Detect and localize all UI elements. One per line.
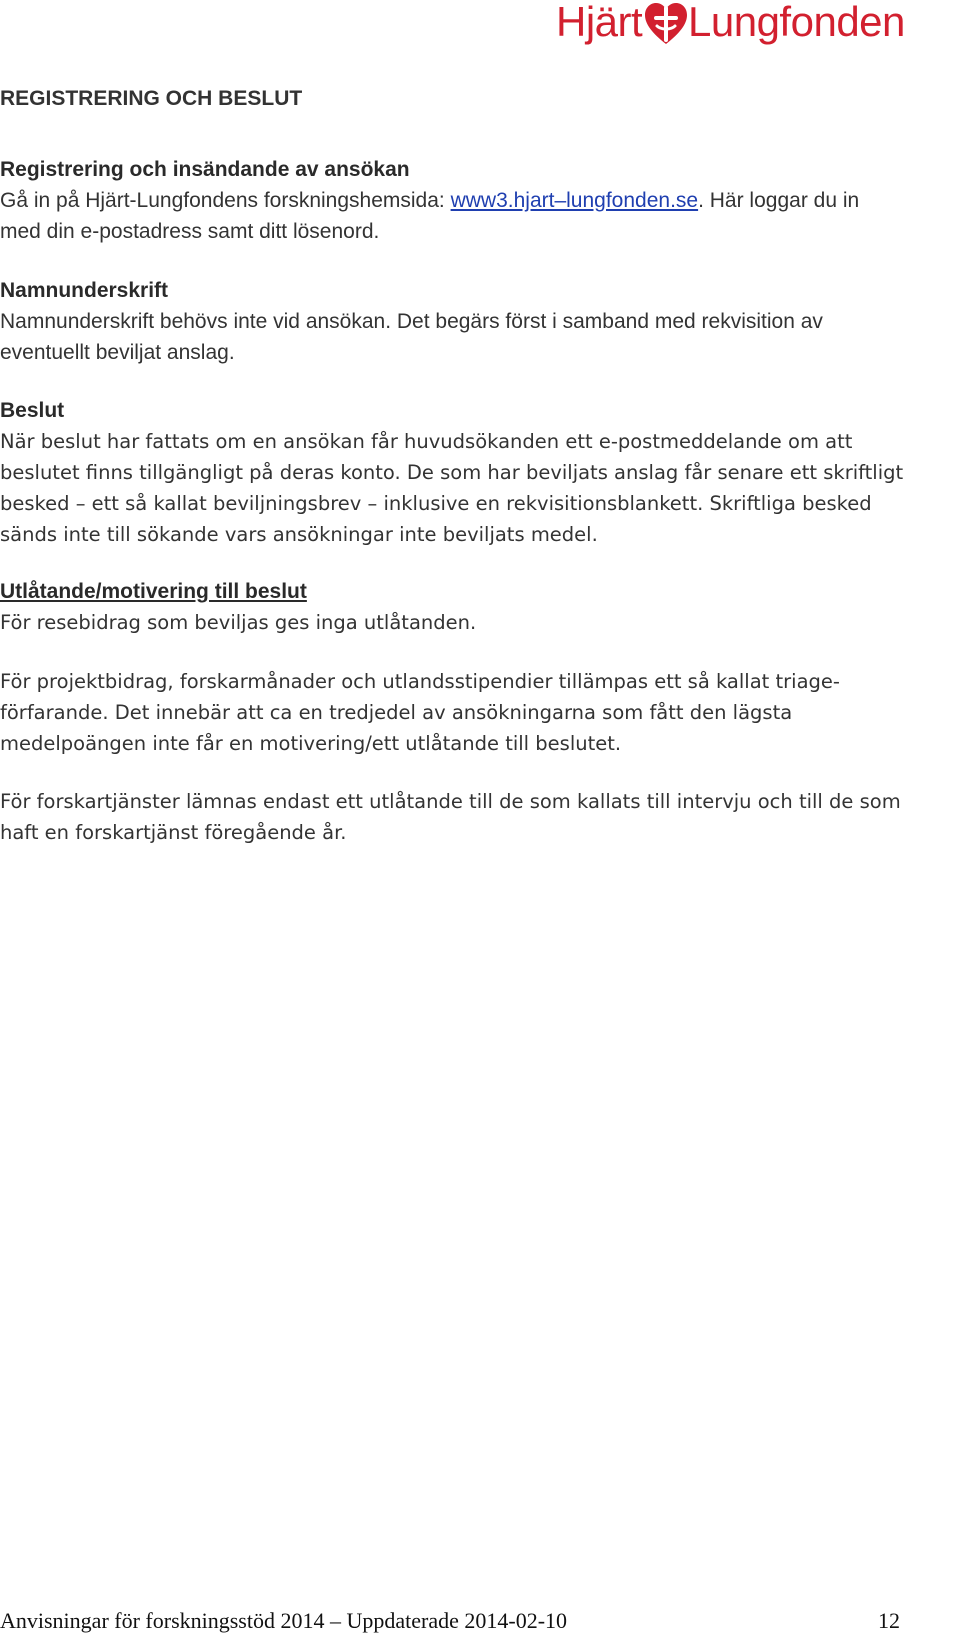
body-line: För projektbidrag, forskarmånader och utlandsstipendier tillämpas ett så kallat triage- <box>0 670 840 693</box>
body-line: besked – ett så kallat beviljningsbrev – inklusive en rekvisitionsblankett. Skriftliga besked <box>0 492 872 515</box>
page-footer <box>0 1608 900 1634</box>
section-body <box>0 185 960 247</box>
section-body <box>0 306 960 368</box>
section-forskartjanster <box>0 786 960 848</box>
section-body: För resebidrag som beviljas ges inga utlåtanden. <box>0 611 477 634</box>
page-number: 12 <box>878 1608 900 1633</box>
page-heading: REGISTRERING OCH BESLUT <box>0 87 303 110</box>
body-text: eventuellt beviljat anslag. <box>0 341 235 364</box>
body-line: förfarande. Det innebär att ca en tredjedel av ansökningarna som fått den lägsta <box>0 701 793 724</box>
body-text: med din e-postadress samt ditt lösenord. <box>0 220 380 243</box>
body-line: För forskartjänster lämnas endast ett utlåtande till de som kallats till intervju och till de som <box>0 790 901 813</box>
section-namnunderskrift <box>0 275 960 368</box>
section-beslut <box>0 395 960 550</box>
logo <box>556 0 920 50</box>
body-line: beslutet finns tillgängligt på deras konto. De som har beviljats anslag får senare ett skriftligt <box>0 461 904 484</box>
body-text: Gå in på Hjärt-Lungfondens forskningshemsida: <box>0 189 451 212</box>
section-title: Utlåtande/motivering till beslut <box>0 580 307 603</box>
logo-text-right: Lungfonden <box>688 0 905 45</box>
body-line: När beslut har fattats om en ansökan får huvudsökanden ett e-postmeddelande om att <box>0 430 853 453</box>
footer-text: Anvisningar för forskningsstöd 2014 – Uppdaterade 2014-02-10 <box>0 1608 568 1633</box>
heart-cross-icon <box>642 0 690 48</box>
section-title: Namnunderskrift <box>0 279 169 302</box>
website-link[interactable]: www3.hjart–lungfonden.se <box>450 189 699 212</box>
section-utlatande <box>0 576 960 638</box>
section-title: Registrering och insändande av ansökan <box>0 158 410 181</box>
body-text: . Här loggar du in <box>698 189 860 212</box>
body-line: sänds inte till sökande vars ansökningar inte beviljats medel. <box>0 523 598 546</box>
body-text: Namnunderskrift behövs inte vid ansökan. Det begärs först i samband med rekvisition av <box>0 310 823 333</box>
logo-text-left: Hjärt <box>556 0 643 45</box>
section-projekt <box>0 666 960 759</box>
body-line: haft en forskartjänst föregående år. <box>0 821 347 844</box>
section-body <box>0 426 960 550</box>
section-title: Beslut <box>0 399 65 422</box>
section-registrering <box>0 154 960 247</box>
section-body <box>0 786 960 848</box>
section-body <box>0 666 960 759</box>
body-line: medelpoängen inte får en motivering/ett utlåtande till beslutet. <box>0 732 622 755</box>
